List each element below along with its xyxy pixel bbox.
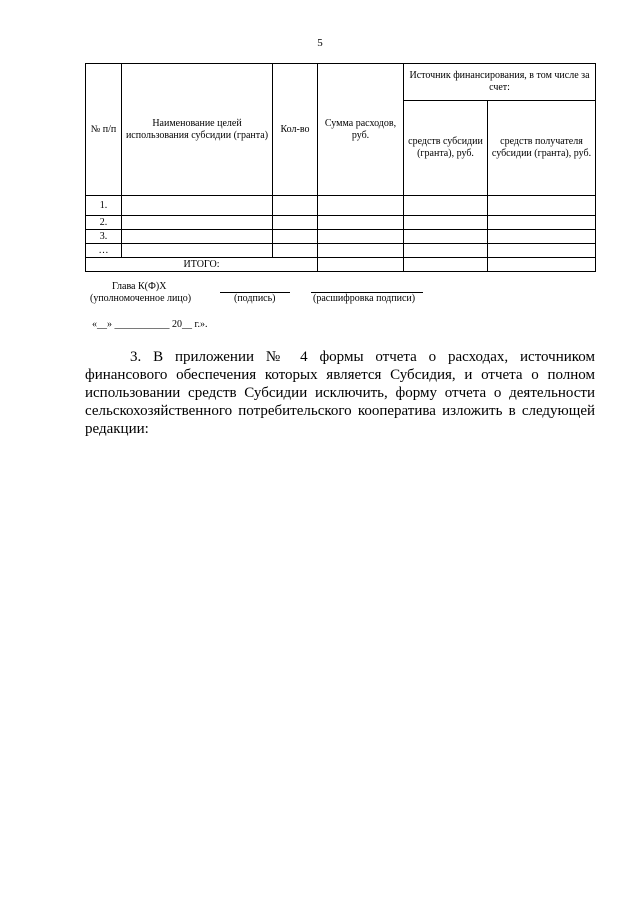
row-number: 1. xyxy=(86,196,122,216)
paragraph-text: 3. В приложении № 4 формы отчета о расходах, источником финансового обеспечения которых является Субсидия, и отчета о полном использовании средств Субсидии исключить, форму отчета о деятельности сельскохозяйственного потребительского кооператива изложить в следующей редакции: xyxy=(85,349,595,437)
decode-caption: (расшифровка подписи) xyxy=(313,293,416,304)
header-sum: Сумма расходов, руб. xyxy=(318,64,404,196)
header-source: Источник финансирования, в том числе за счет: xyxy=(404,64,596,101)
total-label: ИТОГО: xyxy=(86,258,318,272)
table-row xyxy=(86,216,596,230)
header-qty: Кол-во xyxy=(273,64,318,196)
date-line: «__» ___________ 20__ г.». xyxy=(92,319,208,330)
amendment-paragraph xyxy=(85,348,595,438)
table-row xyxy=(86,230,596,244)
signatory-title: Глава К(Ф)Х xyxy=(112,281,167,292)
row-number: 2. xyxy=(86,216,122,230)
financing-table xyxy=(85,63,596,272)
header-sub-subsidy: средств субсидии (гранта), руб. xyxy=(404,101,488,196)
sign-caption: (подпись) xyxy=(234,293,276,304)
row-number: … xyxy=(86,244,122,258)
table-row xyxy=(86,196,596,216)
header-name: Наименование целей использования субсидии (гранта) xyxy=(122,64,273,196)
row-number: 3. xyxy=(86,230,122,244)
header-sub-recipient: средств получателя субсидии (гранта), руб. xyxy=(488,101,596,196)
header-num: № п/п xyxy=(86,64,122,196)
page-number: 5 xyxy=(317,37,323,49)
title-caption: (уполномоченное лицо) xyxy=(90,293,192,304)
table-row xyxy=(86,244,596,258)
total-row xyxy=(86,258,596,272)
